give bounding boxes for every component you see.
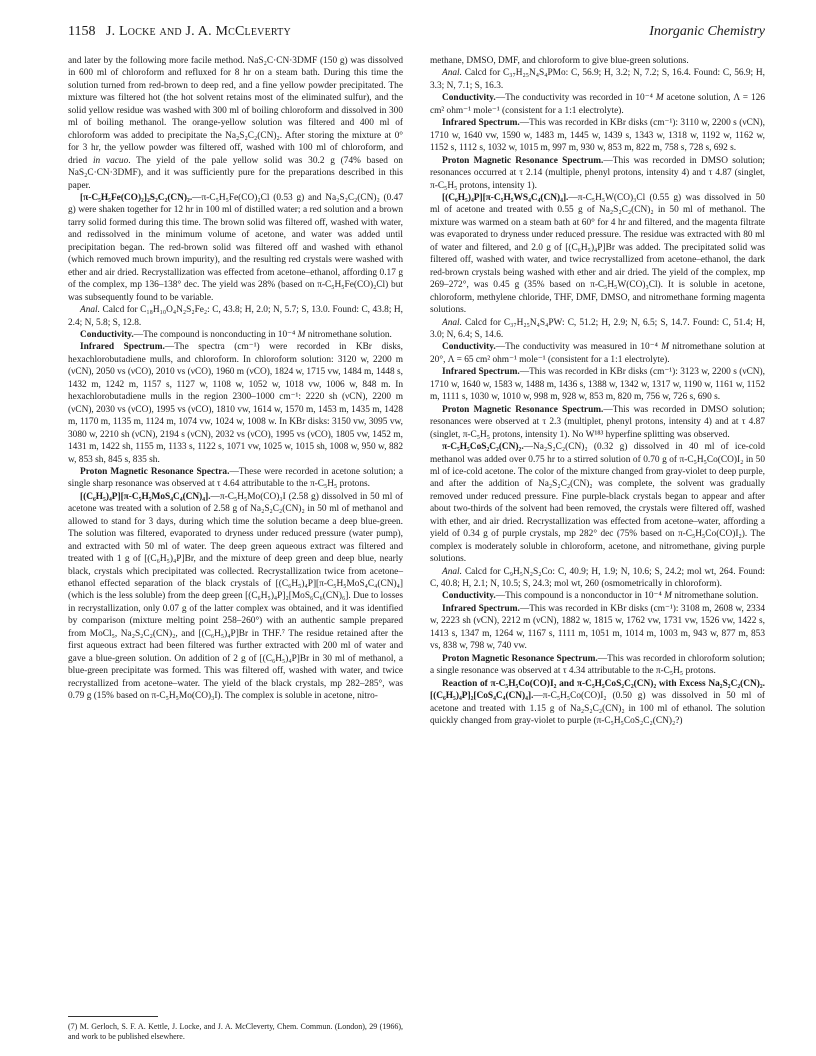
right-column-paragraph — [430, 603, 765, 653]
left-column-paragraph — [68, 466, 403, 491]
body-text: —This was recorded in KBr disks (cm⁻¹): 3110 w, 2200 s (νCN), 1710 w, 1640 vw, 1590 w, 1483 m, 1445 w, 1439 s, 1343 w, 1318 w, 1192 w, 1162 w, 1152 s, 1112 s, 1032 w, 1015 m, 997 m, 930 w, 853 m, 822 m, 758 s, 728 s, 692 s. — [430, 118, 766, 154]
body-text: —π-C₅H₅Co(CO)I₂ (0.50 g) was dissolved in 50 ml of acetone and treated with 1.15 g of Na₂S₂C₂(CN)₂ in 100 ml of ethanol. The solution quickly changed from gray-violet to purple (π-C₅H₅CoS₂C₂(CN)₂?) — [430, 691, 765, 727]
body-text: and later by the following more facile method. NaS₂C·CN·3DMF (150 g) was dissolved in 600 ml of chloroform and refluxed for 8 hr on a steam bath. During this time the solution turned from red-brown to deep red, and a fine yellow powder precipitated. The mixture was filtered hot (the hot solvent retains most of the eliminated sulfur), and the solid yellow residue was washed with 300 ml of boiling chloroform and dissolved in 300 ml of boiling methanol. The orange-yellow solution was filtered and 400 ml of chloroform was added to precipitate the Na₂S₂C₂(CN)₂. After storing the mixture at 0° for 3 hr, the yellow powder was filtered off, washed with 100 ml of chloroform, and dried — [68, 56, 403, 166]
right-column-paragraph — [430, 653, 765, 678]
section-heading: Conductivity. — [80, 329, 134, 340]
running-header — [68, 24, 765, 44]
body-text: —This was recorded in KBr disks (cm⁻¹): 3123 w, 2200 s (νCN), 1710 w, 1640 w, 1583 w, 1488 m, 1436 s, 1388 w, 1342 w, 1317 w, 1190 w, 1161 w, 1152 m, 1111 s, 1030 w, 1010 w, 998 m, 928 w, 853 m, 820 m, 756 w, 726 s, 690 s. — [430, 367, 766, 403]
italic-text: Anal. — [442, 317, 462, 328]
body-text: Calcd for C₃₇H₂₅N₄S₄PMo: C, 56.9; H, 3.2; N, 7.2; S, 16.4. Found: C, 56.9; H, 3.3; N, 7.1; S, 16.3. — [430, 68, 765, 91]
body-text: —π-C₅H₅Mo(CO)₃I (2.58 g) dissolved in 50 ml of acetone was treated with a solution of 2.58 g of Na₂S₂C₂(CN)₂ in 50 ml of methanol and allowed to stand for 3 days, during which time the solution became a deep blue-green. The solution was filtered, evaporated to dryness under reduced pressure (water pump), and extracted with 50 ml of water. The deep green aqueous extract was filtered and treated with 1 g of [(C₆H₅)₄P]Br, and the mixture of deep green and deep blue, nearly black, crystals which precipitated was collected. Recrystallization twice from acetone–ethanol effected separation of the black crystals of [(C₆H₅)₄P][π-C₅H₅MoS₄C₄(CN)₄] (which is the less soluble) from the deep green [(C₆H₅)₄P]₂[MoS₆C₆(CN)₆]. Due to losses in recrystallization, only 0.07 g of the latter complex was obtained, and it was identified by comparison (mixture melting point 258–260°) with an authentic sample prepared from MoCl₅, Na₂S₂C₂(CN)₂, and [(C₆H₅)₄P]Br in THF.⁷ The residue retained after the first aqueous extract had been filtered was further extracted with 200 ml of water and gave a blue-green solution. On addition of 2 g of [(C₆H₅)₄P]Br in 30 ml of methanol, a blue-green precipitate was formed. This was filtered off, washed with water, and twice recrystallized from acetone–water. The yield of the black crystals, mp 282–285°, was 0.79 g (15% based on π-C₅H₅Mo(CO)₃I). The complex is soluble in acetone, nitro- — [68, 491, 403, 702]
body-text: —π-C₅H₅W(CO)₃Cl (0.55 g) was dissolved in 50 ml of acetone and treated with 0.55 g of Na₂S₂C₂(CN)₂ in 50 ml of methanol. The mixture was warmed on a steam bath at 60° for 4 hr and filtered, and the magenta filtrate was evaporated to dryness under reduced pressure. The residue was extracted with 80 ml of water and filtered, and 2.0 g of [(C₆H₅)₄P]Br was added. The precipitated solid was filtered off, washed with water, and twice recrystallized from acetone–ethanol, the dark red-brown crystals being washed with ether and air dried. The yield of the complex, mp 269–272°, was 0.45 g (35% based on π-C₅H₅W(CO)₃Cl). It is soluble in acetone, chloroform, methylene chloride, THF, DMF, DMSO, and nitromethane forming magenta solutions. — [430, 192, 765, 316]
body-text: methane, DMSO, DMF, and chloroform to give blue-green solutions. — [430, 56, 689, 66]
right-column-paragraph — [430, 317, 765, 342]
right-column-paragraph — [430, 404, 765, 441]
body-text: —This was recorded in KBr disks (cm⁻¹): 3108 m, 2608 w, 2334 w, 2223 sh (νCN), 2212 m (νCN), 1882 w, 1815 w, 1762 vw, 1731 vw, 1526 vw, 1422 s, 1413 s, 1347 m, 1264 w, 1167 s, 1111 m, 1051 m, 1014 m, 1003 m, 943 w, 877 m, 853 vs, 838 w, 798 w, 740 vw. — [430, 603, 766, 652]
right-column-paragraph — [430, 590, 765, 602]
footnote: (7) M. Gerloch, S. F. A. Kettle, J. Locke, and J. A. McCleverty, Chem. Commun. (London), 29 (1966), and work to be published elsewhere. — [68, 1022, 403, 1041]
right-column-paragraph — [430, 566, 765, 591]
left-column-paragraph — [68, 304, 403, 329]
body-text: —The compound is nonconducting in 10⁻⁴ — [133, 329, 298, 340]
italic-text: Anal. — [442, 566, 462, 577]
section-heading: Infrared Spectrum. — [442, 367, 520, 378]
section-heading: [(C₆H₅)₄P][π-C₅H₅MoS₄C₄(CN)₄]. — [80, 491, 211, 502]
body-text: Calcd for C₃₇H₂₅N₄S₄PW: C, 51.2; H, 2.9; N, 6.5; S, 14.7. Found: C, 51.4; H, 3.0; N, 6.4; S, 14.6. — [430, 317, 765, 340]
section-heading: Conductivity. — [442, 591, 496, 602]
italic-text: in vacuo — [92, 155, 129, 166]
right-column-paragraph — [430, 117, 765, 154]
body-text: . The yield of the pale yellow solid was 30.2 g (74% based on NaS₂C·CN·3DMF), and it was sufficiently pure for the preparations described in this paper. — [68, 155, 403, 191]
body-text: —This was recorded in DMSO solution; resonances were observed at τ 2.3 (multiplet, phenyl protons, intensity 4) and at τ 4.87 (singlet, π-C₅H₅ protons, intensity 1). No W¹⁸³ hyperfine splitting was observed. — [430, 404, 765, 440]
right-column-paragraph — [430, 441, 765, 566]
section-heading: Conductivity. — [442, 342, 496, 353]
right-column-paragraph — [430, 341, 765, 366]
left-column-paragraph — [68, 329, 403, 341]
body-text: —π-C₅H₅Fe(CO)₂Cl (0.53 g) and Na₂S₂C₂(CN)₂ (0.47 g) were shaken together for 12 hr in 100 ml of distilled water; a red solution and a brown tarry solid formed during this time. The brown solid was filtered off, washed with water, and redissolved in the minimum volume of acetone, and water was added until precipitation began. The red-brown solid was filtered off and washed with ethanol (which removed much brown impurity), and the resulting red crystals were washed with ether and air dried. Recrystallization was effected from acetone–ethanol, affording 0.17 g of the complex, mp 136–138° dec. The yield was 28% (based on π-C₅H₅Fe(CO)₂Cl) but was subsequently found to be variable. — [68, 192, 403, 303]
right-column-paragraph — [430, 192, 765, 317]
section-heading: Proton Magnetic Resonance Spectrum. — [442, 404, 604, 415]
left-column — [68, 55, 403, 703]
footnote-rule — [68, 1016, 158, 1017]
left-column-paragraph — [68, 55, 403, 192]
right-column-paragraph — [430, 366, 765, 403]
right-column — [430, 55, 765, 727]
right-column-paragraph — [430, 92, 765, 117]
section-heading: Proton Magnetic Resonance Spectra. — [80, 466, 230, 477]
section-heading: Proton Magnetic Resonance Spectrum. — [442, 155, 604, 166]
section-heading: Proton Magnetic Resonance Spectrum. — [442, 653, 598, 664]
right-column-paragraph — [430, 678, 765, 728]
body-text: —This was recorded in DMSO solution; resonances occurred at τ 2.14 (multiple, phenyl protons, intensity 4) and τ 4.87 (singlet, π-C₅H₅ protons, intensity 1). — [430, 155, 765, 191]
body-text: —The spectra (cm⁻¹) were recorded in KBr disks, hexachlorobutadiene mulls, and chloroform. In chloroform solution: 3120 w, 2200 m (νCN), 2050 vs (νCO), 2010 vs (νCO), 1960 m (νCO), 1824 w, 1715 vw, 1484 m, 1448 s, 1432 m, 1242 m, 1157 s, 1127 w, 1108 w, 1052 w, 1018 vw, 1006 w, 848 m. In hexachlorobutadiene mulls in the region 2300–1000 cm⁻¹: 2220 sh (νCN), 2200 m (νCN), 2030 vs (νCO), 1995 vs (νCO), 1810 vw, 1614 w, 1570 m, 1453 m, 1435 m, 1428 m, 1170 m, 1135 m, 1124 m, 1074 vw, 1024 w, 1008 w. In KBr disks: 3150 vw, 3095 vw, 3080 w, 2210 sh (νCN), 2194 s (νCN), 2032 vs (νCO), 1995 vs (νCO), 1805 vw, 1452 m, 1431 m, 1422 sh, 1155 m, 1133 s, 1122 s, 1071 vw, 1025 w, 1015 sh, 1008 w, 950 w, 882 w, 853 sh, 845 s, 835 sh. — [68, 342, 403, 465]
body-text: —This was recorded in chloroform solution; a single resonance was observed at τ 4.34 attributable to the π-C₅H₅ protons. — [430, 653, 765, 677]
page-number: 1158 — [68, 24, 96, 39]
section-heading: Infrared Spectrum. — [80, 342, 165, 353]
right-column-paragraph — [430, 67, 765, 92]
left-column-paragraph — [68, 341, 403, 466]
section-heading: [(C₆H₅)₄P][π-C₅H₅WS₄C₄(CN)₄]. — [442, 192, 569, 203]
body-text: nitromethane solution. — [671, 591, 759, 602]
italic-text: Anal. — [80, 305, 100, 316]
body-text: nitromethane solution. — [305, 329, 392, 340]
section-heading: Infrared Spectrum. — [442, 118, 520, 129]
left-column-paragraph — [68, 192, 403, 304]
left-column-paragraph — [68, 491, 403, 703]
body-text: —The conductivity was recorded in 10⁻⁴ — [495, 93, 656, 104]
section-heading: [π-C₅H₅Fe(CO)₂]₂S₂C₂(CN)₂. — [80, 192, 193, 203]
section-heading: Reaction of π-C₅H₅Co(CO)I₂ and π-C₅H₅CoS₂C₂(CN)₂ with Excess Na₂S₂C₂(CN)₂. [(C₆H₅)₄P]₂[CoS₄C₄(CN)₄]. — [430, 678, 765, 702]
italic-text: M — [664, 591, 672, 602]
section-heading: π-C₅H₅CoS₂C₂(CN)₂. — [442, 442, 524, 453]
body-text: —This compound is a nonconductor in 10⁻⁴ — [495, 591, 665, 602]
journal-title: Inorganic Chemistry — [649, 24, 765, 39]
body-text: —The conductivity was measured in 10⁻⁴ — [495, 342, 662, 353]
italic-text: M — [297, 329, 306, 340]
body-text: —These were recorded in acetone solution; a single sharp resonance was observed at τ 4.64 attributable to the π-C₅H₅ protons. — [68, 466, 403, 490]
running-authors: J. Locke and J. A. McCleverty — [106, 24, 291, 39]
section-heading: Infrared Spectrum. — [442, 603, 520, 614]
body-text: —Na₂S₂C₂(CN)₂ (0.32 g) dissolved in 40 ml of ice-cold methanol was added over 0.75 hr to a stirred solution of 0.70 g of π-C₅H₅Co(CO)I₂ in 50 ml of ice-cold acetone. The color of the mixture changed from gray-violet to deep purple, and after the addition of Na₂S₂C₂(CN)₂ was complete, the solvent was gradually removed under reduced pressure. Fine purple-black crystals began to appear and after about two-thirds of the solvent had been removed, the crystals were filtered off, washed with ether, and air dried. Recrystallization was effected from acetone–water, affording a yield of 0.34 g of purple crystals, mp 282° dec (75% based on π-C₅H₅Co(CO)I₂). The complex is moderately soluble in chloroform, acetone, and nitromethane, giving purple solutions. — [430, 442, 765, 565]
right-column-paragraph — [430, 55, 765, 67]
italic-text: M — [661, 342, 669, 353]
italic-text: M — [655, 93, 664, 104]
right-column-paragraph — [430, 155, 765, 192]
body-text: acetone solution, Λ = 126 cm² ohm⁻¹ mole⁻¹ (consistent for a 1:1 electrolyte). — [430, 93, 765, 116]
italic-text: Anal. — [442, 68, 462, 79]
body-text: Calcd for C₉H₅N₂S₂Co: C, 40.9; H, 1.9; N, 10.6; S, 24.2; mol wt, 264. Found: C, 40.8; H, 2.1; N, 10.5; S, 24.3; mol wt, 260 (osmometrically in chloroform). — [430, 566, 765, 590]
body-text: Calcd for C₁₈H₁₀O₄N₂S₂Fe₂: C, 43.8; H, 2.0; N, 5.7; S, 13.0. Found: C, 43.8; H, 2.4; N, 5.8; S, 12.8. — [68, 305, 403, 328]
body-text: nitromethane solution at 20°, Λ = 65 cm² ohm⁻¹ mole⁻¹ (consistent for a 1:1 electrolyte). — [430, 342, 765, 365]
section-heading: Conductivity. — [442, 93, 496, 104]
